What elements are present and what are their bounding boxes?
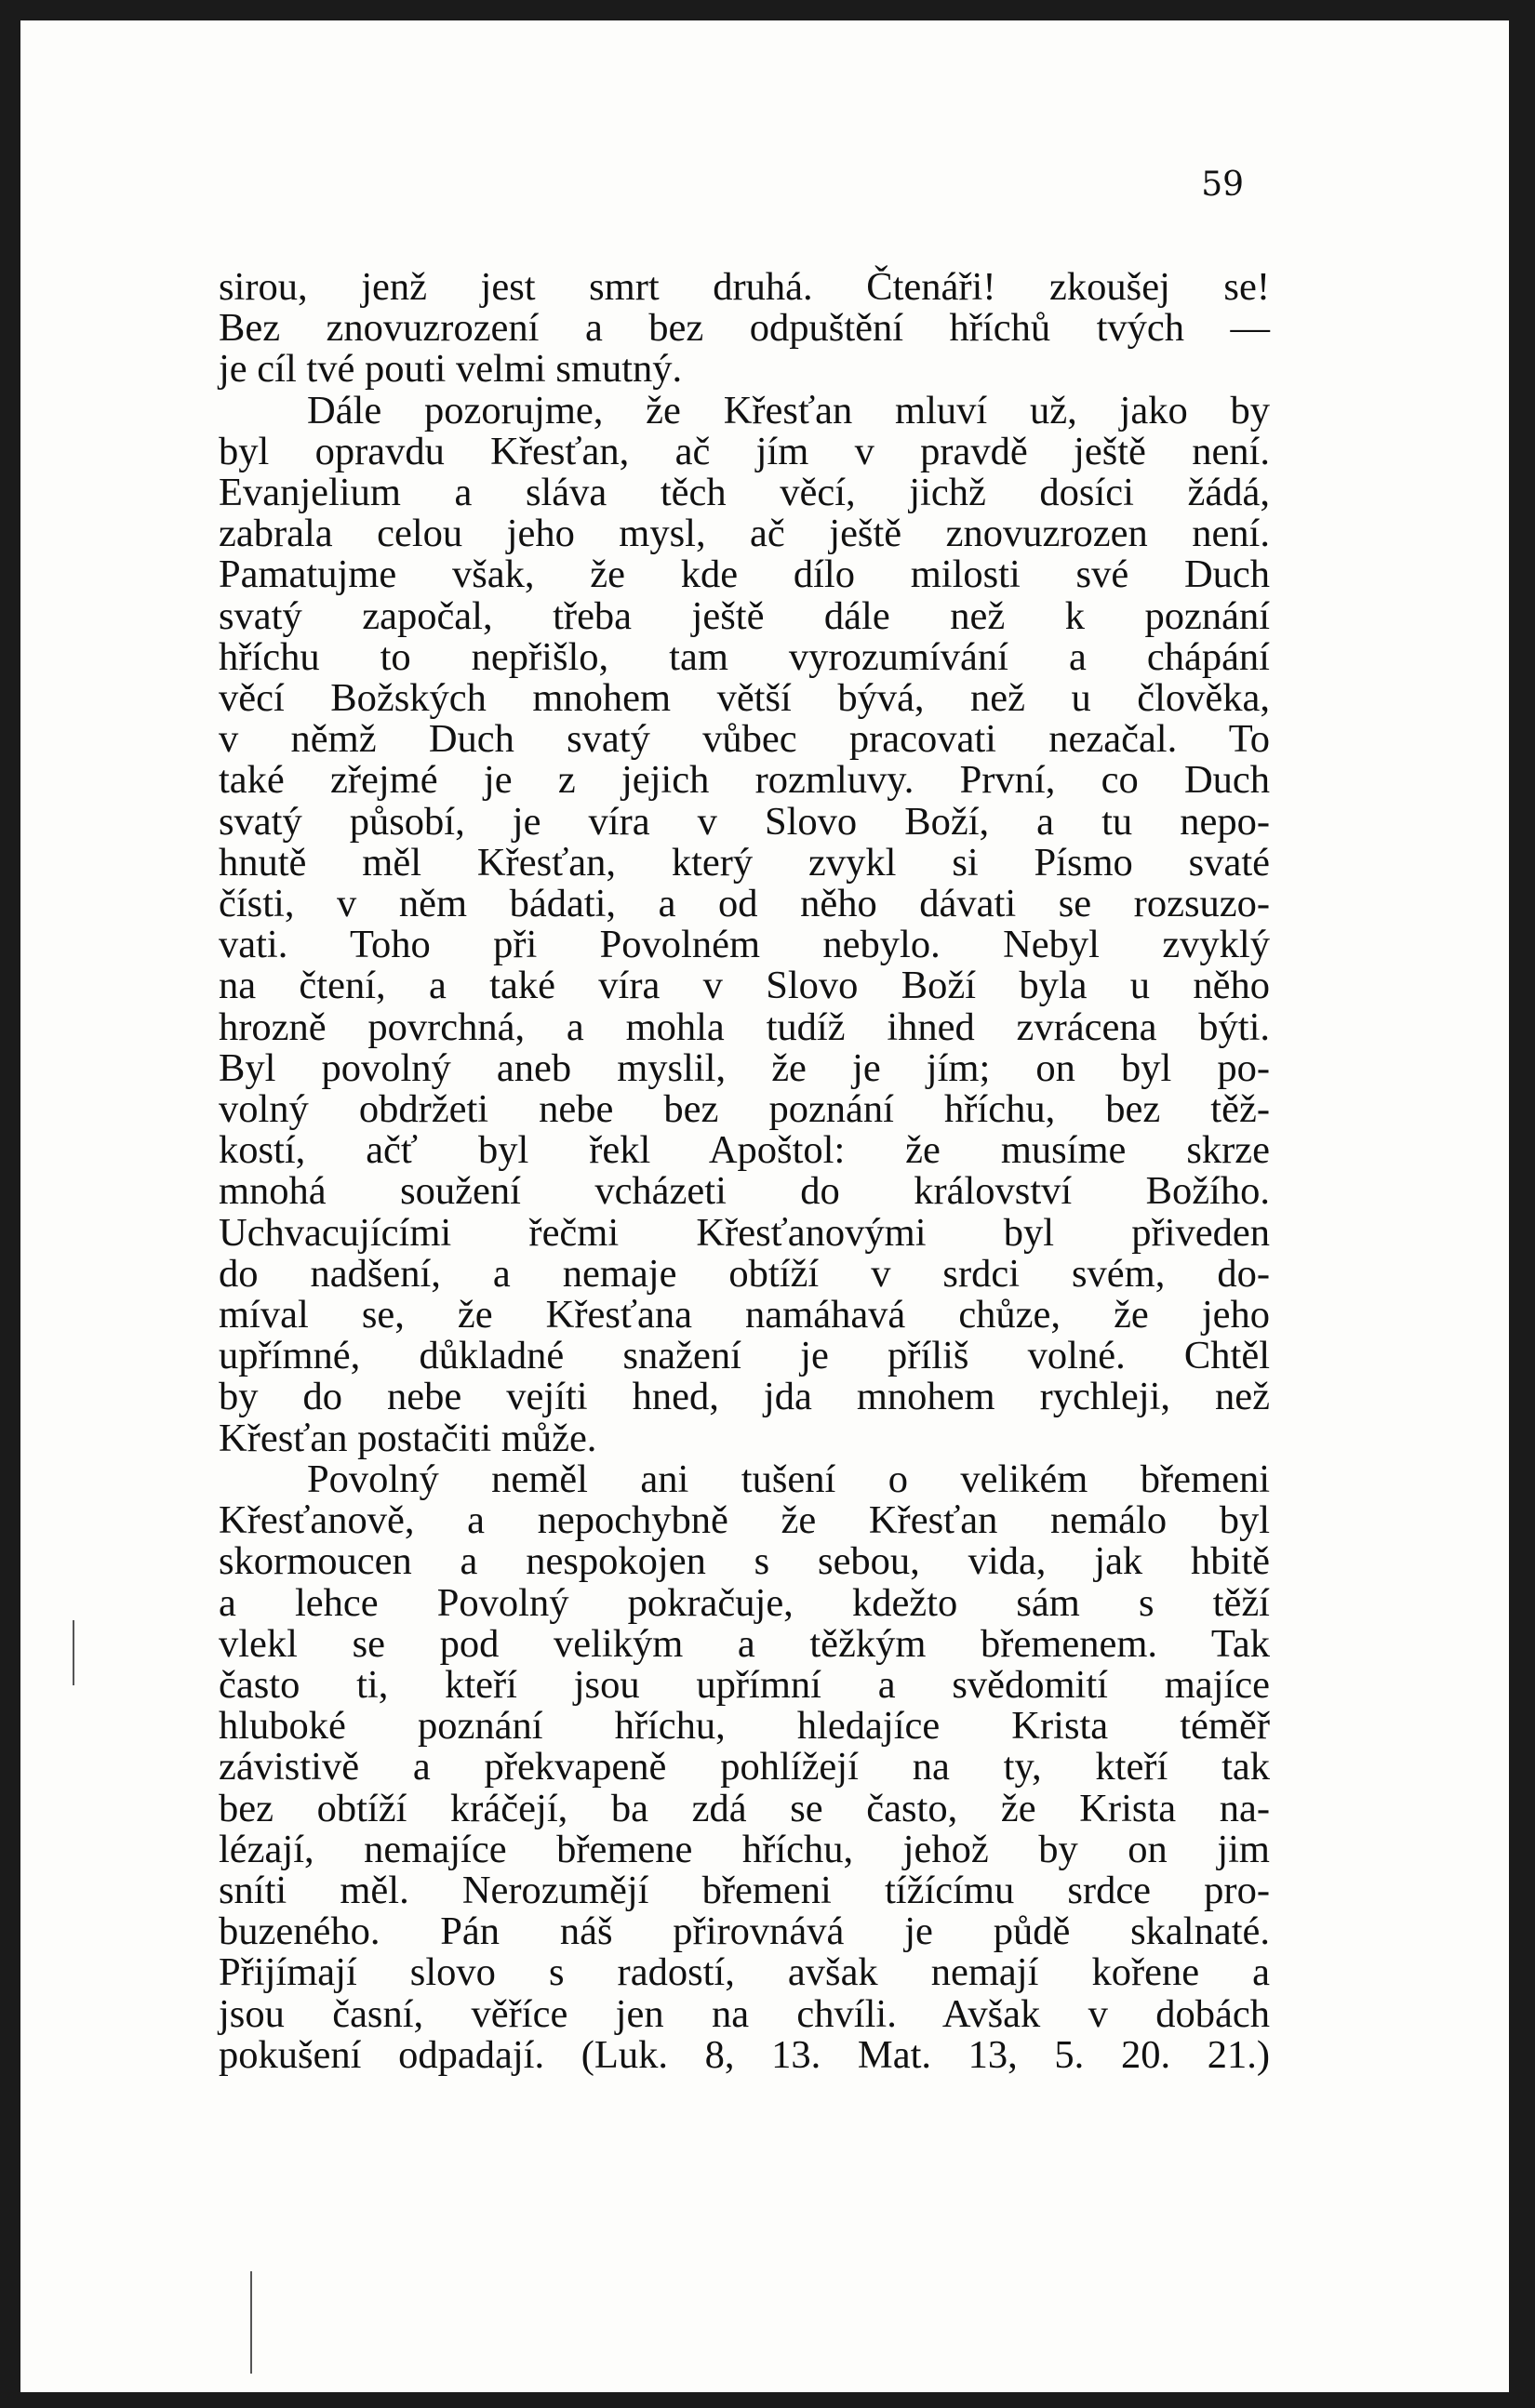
text-line: Křesťan postačiti může. (219, 1416, 597, 1460)
text-line: sirou, jenž jest smrt druhá. Čtenáři! zkoušej se! (219, 265, 1270, 309)
text-line: do nadšení, a nemaje obtíží v srdci svém, do- (219, 1251, 1270, 1296)
text-line: často ti, kteří jsou upřímní a svědomití majíce (219, 1662, 1270, 1707)
text-line: hrozně povrchná, a mohla tudíž ihned zvrácena býti. (219, 1004, 1270, 1049)
text-line: čísti, v něm bádati, a od něho dávati se rozsuzo- (219, 882, 1270, 926)
text-line: hluboké poznání hříchu, hledajíce Krista téměř (219, 1704, 1270, 1749)
margin-mark (250, 2271, 252, 2374)
text-line: hříchu to nepřišlo, tam vyrozumívání a chápání (219, 634, 1270, 679)
text-line: Bez znovuzrození a bez odpuštění hříchů tvých — (219, 306, 1270, 351)
text-line: lézají, nemajíce břemene hříchu, jehož by on jim (219, 1827, 1270, 1871)
text-line: věcí Božských mnohem větší bývá, než u člověka, (219, 676, 1270, 721)
text-line: volný obdržeti nebe bez poznání hříchu, bez těž- (219, 1087, 1270, 1132)
text-line: Dále pozorujme, že Křesťan mluví už, jako by (307, 388, 1270, 432)
text-line: míval se, že Křesťana namáhavá chůze, že jeho (219, 1293, 1270, 1337)
text-line: Přijímají slovo s radostí, avšak nemají kořene a (219, 1950, 1270, 1995)
margin-mark (73, 1620, 74, 1685)
text-line: skormoucen a nespokojen s sebou, vida, jak hbitě (219, 1539, 1270, 1584)
body-text (219, 267, 1270, 2076)
book-page (20, 20, 1509, 2392)
text-line: a lehce Povolný pokračuje, kdežto sám s těží (219, 1580, 1270, 1625)
text-line: bez obtíží kráčejí, ba zdá se často, že Krista na- (219, 1786, 1270, 1830)
text-line: zabrala celou jeho mysl, ač ještě znovuzrozen není. (219, 512, 1270, 556)
text-line: vlekl se pod velikým a těžkým břemenem. Tak (219, 1621, 1270, 1666)
text-line: Uchvacujícími řečmi Křesťanovými byl přiveden (219, 1210, 1270, 1255)
text-line: svatý působí, je víra v Slovo Boží, a tu nepo- (219, 799, 1270, 844)
text-line: upřímné, důkladné snažení je příliš volné. Chtěl (219, 1334, 1270, 1378)
text-line: Byl povolný aneb myslil, že je jím; on byl po- (219, 1045, 1270, 1090)
text-line: Pamatujme však, že kde dílo milosti své Duch (219, 552, 1270, 597)
text-line: hnutě měl Křesťan, který zvykl si Písmo svaté (219, 840, 1270, 885)
text-line: mnohá soužení vcházeti do království Božího. (219, 1169, 1270, 1214)
text-line: na čtení, a také víra v Slovo Boží byla u něho (219, 964, 1270, 1008)
text-line: vati. Toho při Povolném nebylo. Nebyl zvyklý (219, 923, 1270, 967)
text-line: jsou časní, věříce jen na chvíli. Avšak v dobách (219, 1991, 1270, 2036)
text-line: byl opravdu Křesťan, ač jím v pravdě ještě není. (219, 429, 1270, 473)
text-line: buzeného. Pán náš přirovnává je půdě skalnaté. (219, 1909, 1270, 1954)
text-line: Povolný neměl ani tušení o velikém břemeni (307, 1457, 1270, 1501)
page-number: 59 (1201, 166, 1244, 204)
text-line: je cíl tvé pouti velmi smutný. (219, 347, 683, 392)
text-line: sníti měl. Nerozumějí břemeni tížícímu srdce pro- (219, 1868, 1270, 1912)
text-line: také zřejmé je z jejich rozmluvy. První, co Duch (219, 758, 1270, 803)
text-line: v němž Duch svatý vůbec pracovati nezačal. To (219, 717, 1270, 762)
text-line: kostí, ačť byl řekl Apoštol: že musíme skrze (219, 1128, 1270, 1173)
text-line: pokušení odpadají. (Luk. 8, 13. Mat. 13, 5. 20. 21.) (219, 2032, 1270, 2077)
text-line: svatý započal, třeba ještě dále než k poznání (219, 593, 1270, 638)
text-line: Křesťanově, a nepochybně že Křesťan nemálo byl (219, 1498, 1270, 1543)
text-line: by do nebe vejíti hned, jda mnohem rychleji, než (219, 1375, 1270, 1419)
text-line: závistivě a překvapeně pohlížejí na ty, kteří tak (219, 1745, 1270, 1789)
text-line: Evanjelium a sláva těch věcí, jichž dosíci žádá, (219, 471, 1270, 515)
